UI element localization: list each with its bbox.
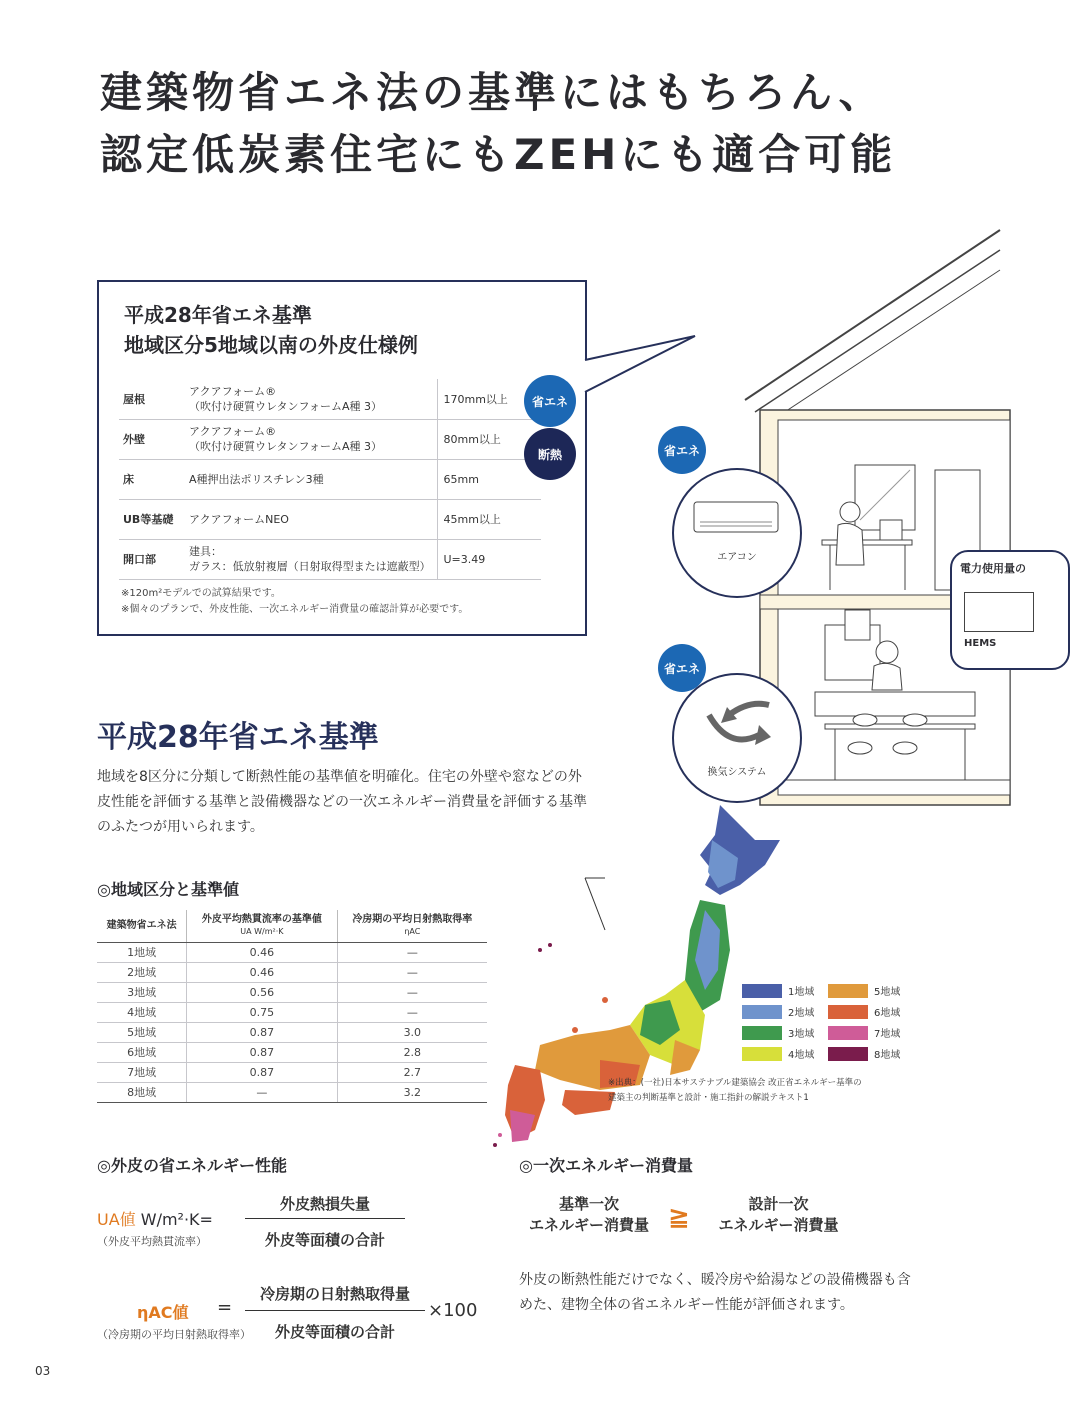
- region-name: 2地域: [97, 962, 187, 982]
- spec-material-line: アクアフォームNEO: [189, 512, 289, 526]
- legend-swatch: [742, 1005, 782, 1019]
- standard-line: エネルギー消費量: [528, 1216, 649, 1234]
- eta-value: —: [337, 982, 487, 1002]
- ua-numerator: 外皮熱損失量: [279, 1195, 370, 1213]
- spec-material-line: A種押出法ポリスチレン3種: [189, 472, 324, 486]
- eta-value: 3.0: [337, 1022, 487, 1042]
- eta-value: —: [337, 962, 487, 982]
- ua-prefix: UA値: [97, 1210, 136, 1229]
- legend-item: [828, 1025, 900, 1040]
- legend-label: 5地域: [874, 987, 901, 998]
- map-source: [608, 1076, 908, 1106]
- region-name: 8地域: [97, 1082, 187, 1102]
- table-row: [97, 942, 487, 962]
- eta-value: —: [337, 942, 487, 962]
- ua-fraction-line: [245, 1218, 405, 1219]
- headline-line1: 建築物省エネ法の基準にはもちろん、: [100, 68, 885, 117]
- standard-primary-energy: [519, 1193, 659, 1235]
- spec-row: [119, 499, 541, 539]
- legend-item: [828, 983, 900, 998]
- spec-part: 床: [119, 459, 185, 499]
- eta-denominator: 外皮等面積の合計: [274, 1323, 395, 1341]
- primary-energy-body: 外皮の断熱性能だけでなく、暖冷房や給湯などの設備機器も含めた、建物全体の省エネルギー性能が評価されます。: [519, 1272, 911, 1313]
- source-line: ※出典：(一社)日本サステナブル建築協会 改正省エネルギー基準の: [608, 1078, 862, 1088]
- spec-part: 開口部: [119, 539, 185, 579]
- region-name: 1地域: [97, 942, 187, 962]
- spec-material-line: （吹付け硬質ウレタンフォームA種 3）: [189, 440, 383, 453]
- eta-value: 2.8: [337, 1042, 487, 1062]
- ua-value: 0.87: [187, 1042, 337, 1062]
- standard-line: 基準一次: [558, 1195, 619, 1213]
- hems-monitor-icon: [964, 592, 1034, 632]
- legend-item: [742, 1025, 814, 1040]
- spec-note: ※個々のプランで、外皮性能、一次エネルギー消費量の確認計算が必要です。: [121, 604, 469, 615]
- spec-row: [119, 539, 541, 579]
- energy-tag-aircon: 省エネ: [658, 426, 706, 474]
- legend-label: 1地域: [788, 987, 815, 998]
- design-primary-energy: [706, 1193, 851, 1235]
- spec-row: [119, 419, 541, 459]
- legend-swatch: [742, 1026, 782, 1040]
- col-header-text: 建築物省エネ法: [106, 919, 177, 931]
- legend-label: 3地域: [788, 1029, 815, 1040]
- ventilation-label: 換気システム: [707, 767, 767, 778]
- table-row: [97, 1022, 487, 1042]
- headline: [100, 62, 960, 186]
- table-row: [97, 982, 487, 1002]
- legend-item: [742, 1046, 814, 1061]
- eta-value: 2.7: [337, 1062, 487, 1082]
- ua-value: 0.46: [187, 962, 337, 982]
- spec-material: [185, 419, 437, 459]
- legend-label: 4地域: [788, 1050, 815, 1061]
- aircon-callout: [672, 468, 802, 598]
- legend-swatch: [742, 1047, 782, 1061]
- spec-value: 65mm: [437, 459, 541, 499]
- spec-value: 45mm以上: [437, 499, 541, 539]
- legend-item: [828, 1004, 900, 1019]
- ua-value: 0.87: [187, 1022, 337, 1042]
- insulation-badge: 断熱: [524, 428, 576, 480]
- headline-line2: 認定低炭素住宅にもZEHにも適合可能: [100, 130, 897, 179]
- aircon-icon: [692, 500, 782, 540]
- legend-swatch: [828, 1047, 868, 1061]
- house-illustration: [650, 220, 1026, 820]
- eta-equals: =: [217, 1297, 233, 1318]
- region-name: 6地域: [97, 1042, 187, 1062]
- energy-tag-ventilation: 省エネ: [658, 644, 706, 692]
- table-row: [97, 1002, 487, 1022]
- table-row: [97, 1042, 487, 1062]
- primary-energy-heading: ◎一次エネルギー消費量: [519, 1156, 693, 1175]
- legend-label: 7地域: [874, 1029, 901, 1040]
- eta-value: —: [337, 1002, 487, 1022]
- region-name: 3地域: [97, 982, 187, 1002]
- aircon-label: エアコン: [717, 552, 757, 563]
- spec-material-line: アクアフォーム®: [189, 425, 277, 438]
- hems-label: HEMS: [964, 638, 997, 649]
- region-table-heading: ◎地域区分と基準値: [97, 880, 239, 899]
- ua-value: —: [187, 1082, 337, 1102]
- table-row: [97, 1082, 487, 1102]
- legend-swatch: [828, 1005, 868, 1019]
- eta-multiplier: ×100: [428, 1300, 478, 1321]
- table-row: [97, 1062, 487, 1082]
- region-name: 4地域: [97, 1002, 187, 1022]
- ventilation-callout: [672, 673, 802, 803]
- spec-material-line: アクアフォーム®: [189, 384, 277, 398]
- spec-material-line: ガラス：低放射複層（日射取得型または遮蔽型）: [189, 560, 431, 573]
- energy-saving-badge: 省エネ: [524, 375, 576, 427]
- spec-part: 屋根: [119, 379, 185, 419]
- table-row: [97, 962, 487, 982]
- region-table: [97, 910, 487, 1103]
- eta-label: ηAC値: [137, 1303, 189, 1322]
- ventilation-arrows-icon: [699, 695, 779, 755]
- legend-swatch: [828, 1026, 868, 1040]
- spec-row: [119, 379, 541, 419]
- legend-label: 2地域: [788, 1008, 815, 1019]
- spec-title: [124, 300, 418, 360]
- ua-value: 0.46: [187, 942, 337, 962]
- source-line: 建築主の判断基準と設計・施工指針の解説テキスト1: [608, 1093, 809, 1103]
- col-header-unit: UA W/m²·K: [240, 926, 284, 936]
- ua-note: （外皮平均熱貫流率）: [97, 1235, 207, 1248]
- design-line: 設計一次: [748, 1195, 809, 1213]
- hems-title: 電力使用量の: [960, 562, 1026, 575]
- section-title: 平成28年省エネ基準: [97, 720, 379, 755]
- spec-material-line: 建具：: [189, 545, 222, 558]
- eta-value: 3.2: [337, 1082, 487, 1102]
- hems-callout: [950, 550, 1070, 670]
- col-header-law: [97, 910, 187, 942]
- region-name: 7地域: [97, 1062, 187, 1082]
- col-header-text: 冷房期の平均日射熱取得率: [352, 913, 473, 925]
- ua-denominator: 外皮等面積の合計: [264, 1231, 385, 1249]
- spec-title-line2: 地域区分5地域以南の外皮仕様例: [124, 333, 418, 357]
- col-header-text: 外皮平均熱貫流率の基準値: [201, 913, 322, 925]
- design-line: エネルギー消費量: [718, 1216, 839, 1234]
- legend-swatch: [828, 984, 868, 998]
- legend-swatch: [742, 984, 782, 998]
- ua-value: 0.87: [187, 1062, 337, 1082]
- spec-value: 80mm以上: [437, 419, 541, 459]
- eta-numerator: 冷房期の日射熱取得量: [259, 1285, 410, 1303]
- envelope-heading: ◎外皮の省エネルギー性能: [97, 1156, 287, 1175]
- spec-value: U=3.49: [437, 539, 541, 579]
- spec-box: [97, 280, 587, 636]
- ua-value: 0.56: [187, 982, 337, 1002]
- col-header-eta: [337, 910, 487, 942]
- col-header-ua: [187, 910, 337, 942]
- col-header-unit: ηAC: [404, 926, 421, 936]
- legend-item: [742, 983, 814, 998]
- legend-item: [742, 1004, 814, 1019]
- spec-material: [185, 459, 437, 499]
- spec-part: 外壁: [119, 419, 185, 459]
- ua-label: [97, 1207, 213, 1230]
- spec-part: UB等基礎: [119, 499, 185, 539]
- eta-fraction-line: [245, 1310, 425, 1311]
- spec-material: [185, 379, 437, 419]
- ua-unit: W/m²·K=: [135, 1210, 213, 1229]
- spec-material: [185, 499, 437, 539]
- spec-table: [119, 379, 541, 580]
- legend-label: 8地域: [874, 1050, 901, 1061]
- region-name: 5地域: [97, 1022, 187, 1042]
- spec-title-line1: 平成28年省エネ基準: [124, 303, 312, 327]
- spec-material-line: （吹付け硬質ウレタンフォームA種 3）: [189, 399, 383, 413]
- section-body: 地域を8区分に分類して断熱性能の基準値を明確化。住宅の外壁や窓などの外皮性能を評価する基準と設備機器などの一次エネルギー消費量を評価する基準のふたつが用いられます。: [97, 769, 587, 835]
- spec-row: [119, 459, 541, 499]
- geq-icon: ≧: [668, 1202, 690, 1232]
- page-number: 03: [35, 1364, 51, 1378]
- spec-notes: [121, 586, 468, 618]
- legend-label: 6地域: [874, 1008, 901, 1019]
- region-table-header: [97, 910, 487, 942]
- spec-value: 170mm以上: [437, 379, 541, 419]
- ua-value: 0.75: [187, 1002, 337, 1022]
- legend-item: [828, 1046, 900, 1061]
- spec-material: [185, 539, 437, 579]
- eta-note: （冷房期の平均日射熱取得率）: [97, 1328, 251, 1341]
- spec-note: ※120m²モデルでの試算結果です。: [121, 588, 281, 599]
